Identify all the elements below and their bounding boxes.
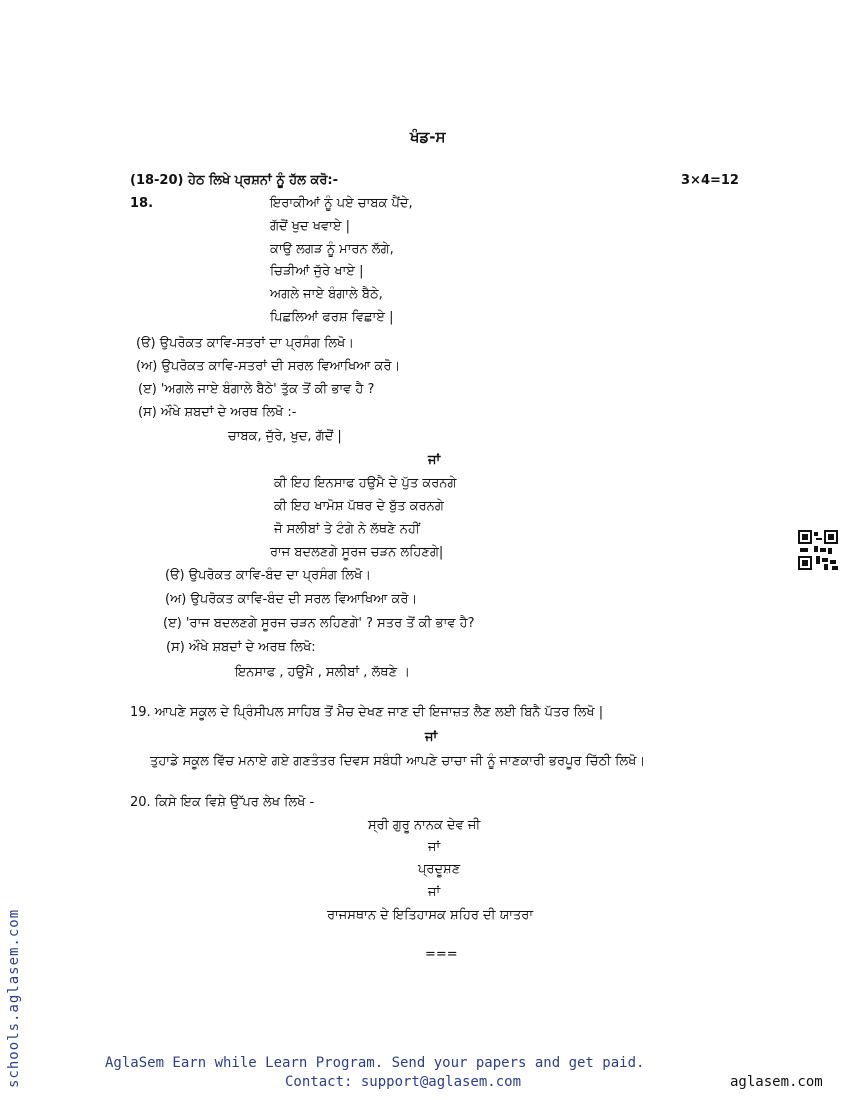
- or-separator: ਜਾਂ: [428, 453, 441, 468]
- q18-number: 18.: [130, 196, 154, 211]
- poem-line: ਅਗਲੇ ਜਾਏ ਬੰਗਾਲੇ ਬੈਠੇ,: [270, 287, 383, 302]
- section-title: ਖੰਡ-ਸ: [410, 128, 446, 146]
- alt-poem-line: ਜੋ ਸਲੀਬਾਂ ਤੇ ਟੰਗੇ ਨੇ ਲੱਥਣੇ ਨਹੀਂ: [274, 522, 420, 537]
- alt-words: ਇਨਸਾਫ , ਹਉਮੈ , ਸਲੀਬਾਂ , ਲੱਥਣੇ ।: [235, 665, 410, 680]
- or-separator: ਜਾਂ: [428, 885, 441, 900]
- essay-topic: ਪ੍ਰਦੂਸ਼ਣ: [418, 862, 461, 877]
- poem-line: ਗੱਦੋਂ ਖੁਦ ਖਵਾਏ |: [270, 219, 351, 234]
- instruction-label: (18-20) ਹੇਠ ਲਿਖੇ ਪ੍ਰਸ਼ਨਾਂ ਨੂੰ ਹੱਲ ਕਰੋ:-: [130, 173, 339, 188]
- q18-question: (ਅ) ਉਪਰੋਕਤ ਕਾਵਿ-ਸਤਰਾਂ ਦੀ ਸਰਲ ਵਿਆਖਿਆ ਕਰੋ।: [136, 359, 401, 374]
- poem-line: ਪਿਛਲਿਆਂ ਫਰਸ਼ ਵਿਛਾਏ |: [270, 310, 394, 325]
- qr-code-icon: [798, 530, 838, 570]
- end-mark: ===: [425, 947, 458, 962]
- footer-line-1: AglaSem Earn while Learn Program. Send your papers and get paid.: [105, 1055, 645, 1071]
- alt-question: (ੳ) ਉਪਰੋਕਤ ਕਾਵਿ-ਬੰਦ ਦਾ ਪ੍ਰਸੰਗ ਲਿਖੋ।: [165, 568, 372, 583]
- alt-poem-line: ਕੀ ਇਹ ਇਨਸਾਫ ਹਉਮੈ ਦੇ ਪੁੱਤ ਕਰਨਗੇ: [274, 476, 457, 491]
- or-separator: ਜਾਂ: [425, 730, 438, 745]
- side-watermark: schools.aglasem.com: [6, 908, 22, 1088]
- poem-line: ਚਿੜੀਆਂ ਜੁੱਰੇ ਖਾਏ |: [270, 264, 364, 279]
- alt-question: (ੲ) 'ਰਾਜ ਬਦਲਣਗੇ ਸੂਰਜ ਚੜਨ ਲਹਿਣਗੇ' ? ਸਤਰ ਤੋਂ ਕੀ ਭਾਵ ਹੈ?: [163, 616, 475, 631]
- marks: 3×4=12: [681, 173, 739, 188]
- alt-question: (ਸ) ਔਖੇ ਸ਼ਬਦਾਂ ਦੇ ਅਰਥ ਲਿਖੋ:: [166, 640, 316, 655]
- alt-question: (ਅ) ਉਪਰੋਕਤ ਕਾਵਿ-ਬੰਦ ਦੀ ਸਰਲ ਵਿਆਖਿਆ ਕਰੋ।: [165, 592, 418, 607]
- poem-line: ਇਰਾਕੀਆਂ ਨੂੰ ਪਏ ਚਾਬਕ ਪੈਂਦੇ,: [270, 196, 413, 211]
- footer-line-2: Contact: support@aglasem.com: [285, 1074, 522, 1090]
- essay-topic: ਸ੍ਰੀ ਗੁਰੂ ਨਾਨਕ ਦੇਵ ਜੀ: [368, 818, 481, 833]
- footer-site: aglasem.com: [730, 1074, 823, 1090]
- q20-text: 20. ਕਿਸੇ ਇਕ ਵਿਸ਼ੇ ਉੱਪਰ ਲੇਖ ਲਿਖੋ -: [130, 795, 315, 810]
- q18-question: (ੳ) ਉਪਰੋਕਤ ਕਾਵਿ-ਸਤਰਾਂ ਦਾ ਪ੍ਰਸੰਗ ਲਿਖੋ।: [136, 336, 355, 351]
- alt-poem-line: ਕੀ ਇਹ ਖਾਮੋਸ਼ ਪੱਥਰ ਦੇ ਬੁੱਤ ਕਰਨਗੇ: [274, 499, 444, 514]
- or-separator: ਜਾਂ: [428, 840, 441, 855]
- poem-line: ਕਾਉ ਲਗੜ ਨੂੰ ਮਾਰਨ ਲੱਗੇ,: [270, 242, 394, 257]
- q18-words: ਚਾਬਕ, ਜੁੱਰੇ, ਖੁਦ, ਗੱਦੋਂ |: [228, 429, 342, 444]
- essay-topic: ਰਾਜਸਥਾਨ ਦੇ ਇਤਿਹਾਸਕ ਸ਼ਹਿਰ ਦੀ ਯਾਤਰਾ: [327, 908, 534, 923]
- alt-poem-line: ਰਾਜ ਬਦਲਣਗੇ ਸੂਰਜ ਚੜਨ ਲਹਿਣਗੇ|: [270, 545, 444, 560]
- q19-alt-text: ਤੁਹਾਡੇ ਸਕੂਲ ਵਿੱਚ ਮਨਾਏ ਗਏ ਗਣਤੰਤਰ ਦਿਵਸ ਸਬੰਧੀ ਆਪਣੇ ਚਾਚਾ ਜੀ ਨੂੰ ਜਾਣਕਾਰੀ ਭਰਪੂਰ ਚਿੱਠੀ ਲਿਖੋ।: [150, 754, 646, 769]
- q19-text: 19. ਆਪਣੇ ਸਕੂਲ ਦੇ ਪ੍ਰਿੰਸੀਪਲ ਸਾਹਿਬ ਤੋਂ ਮੈਚ ਦੇਖਣ ਜਾਣ ਦੀ ਇਜਾਜ਼ਤ ਲੈਣ ਲਈ ਬਿਨੈ ਪੱਤਰ ਲਿਖੋ |: [130, 705, 604, 720]
- q18-question: (ਸ) ਔਖੇ ਸ਼ਬਦਾਂ ਦੇ ਅਰਥ ਲਿਖੋ :-: [138, 405, 297, 420]
- q18-question: (ੲ) 'ਅਗਲੇ ਜਾਏ ਬੰਗਾਲੇ ਬੈਠੇ' ਤੁੱਕ ਤੋਂ ਕੀ ਭਾਵ ਹੈ ?: [138, 382, 375, 397]
